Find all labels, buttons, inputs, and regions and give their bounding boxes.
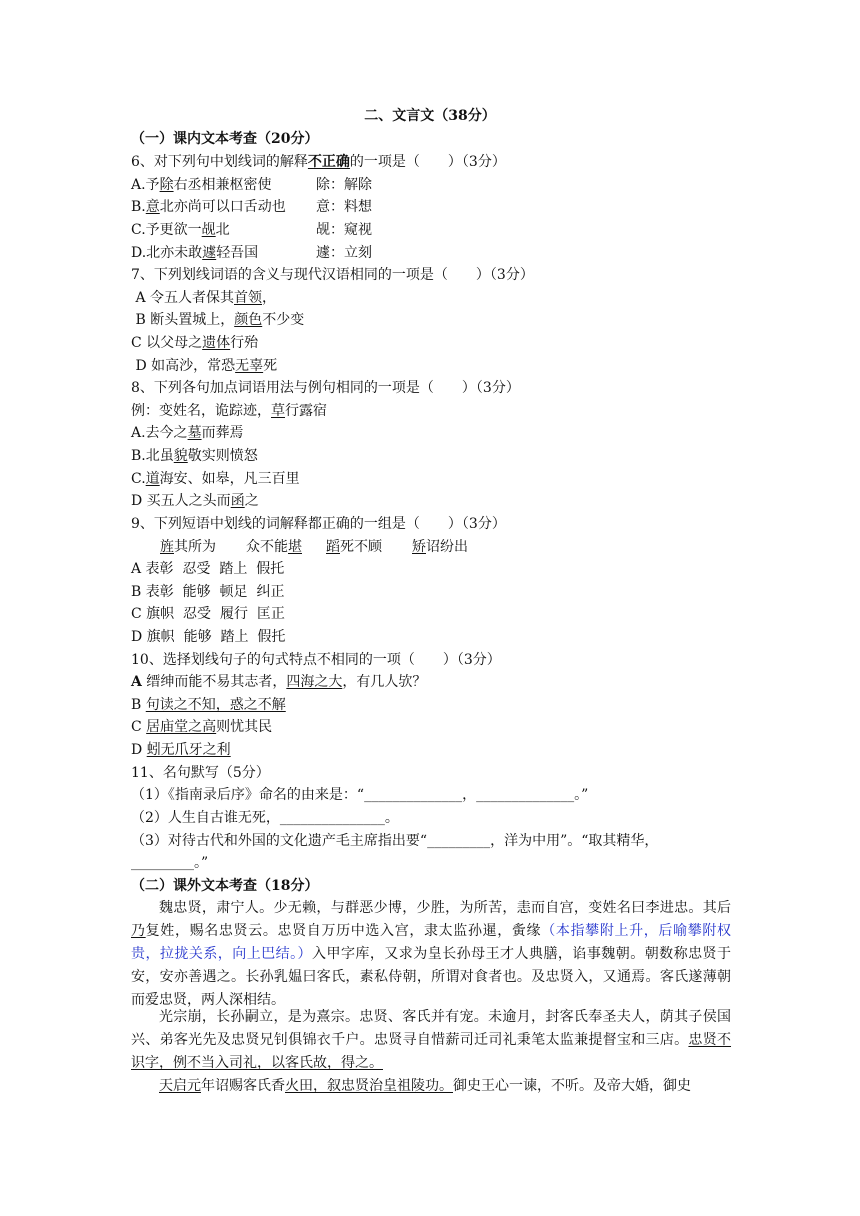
q11-line-1: （1）《指南录后序》命名的由来是：“______________，______________。” — [131, 787, 589, 803]
q6-option-d-explanation: 遽：立刻 — [316, 245, 372, 261]
q6-option-a: A.予除右丞相兼枢密使 — [131, 177, 272, 193]
passage-annotation: （本指攀附上升，后喻攀附权贵，拉拢关系，向上巴结。） — [131, 923, 732, 962]
q7-option-b: B 断头置城上，颜色不少变 — [131, 312, 305, 328]
passage-paragraph-3: 天启元年诏赐客氏香火田，叙忠贤治皇祖陵功。御史王心一谏，不听。及帝大婚，御史 — [159, 1078, 691, 1094]
q10-option-d: D 蚓无爪牙之利 — [131, 742, 231, 758]
q7-option-d: D 如高沙，常恐无辜死 — [131, 358, 278, 374]
q9-stem: 9、下列短语中划线的词解释都正确的一组是（ ）（3分） — [131, 516, 506, 532]
passage-underlined-sentence: 忠贤不识字，例不当入司礼，以客氏故，得之。 — [131, 1032, 732, 1071]
passage-paragraph-2: 光宗崩，长孙嗣立，是为熹宗。忠贤、客氏并有宠。未逾月，封客氏奉圣夫人，荫其子侯国兴、弟客光先及忠贤兄钊俱锦衣千户。忠贤寻自惜薪司迁司礼秉笔太监兼提督宝和三店。忠贤不识字，例不当入司礼，以客氏故，得之。 — [131, 1009, 732, 1071]
q7-option-a: A 令五人者保其首领， — [131, 290, 277, 306]
q8-stem: 8、下列各句加点词语用法与例句相同的一项是（ ）（3分） — [131, 380, 520, 396]
q9-option-b: B 表彰 能够 顿足 纠正 — [131, 584, 285, 600]
q9-option-d: D 旗帜 能够 踏上 假托 — [131, 629, 286, 645]
q9-phrase-3: 蹈死不顾 — [326, 539, 382, 555]
q11-line-2: （2）人生自古谁无死，_______________。 — [131, 810, 399, 826]
q10-stem: 10、选择划线句子的句式特点不相同的一项（ ）（3分） — [131, 652, 501, 668]
q11-stem: 11、名句默写（5分） — [131, 765, 270, 781]
q11-line-4: _________。” — [131, 855, 209, 871]
q9-option-a: A 表彰 忍受 踏上 假托 — [131, 561, 285, 577]
q10-option-b: B 句读之不知，惑之不解 — [131, 697, 286, 713]
part2-heading: （二）课外文本考查（18分） — [131, 878, 319, 894]
q9-phrase-4: 矫诏纷出 — [412, 539, 468, 555]
q6-option-b: B.意北亦尚可以口舌动也 — [131, 199, 286, 215]
q6-option-b-explanation: 意：料想 — [316, 199, 372, 215]
q8-option-a: A.去今之墓而葬焉 — [131, 425, 244, 441]
q6-option-c-explanation: 觇：窥视 — [316, 222, 372, 238]
q9-phrase-1: 旌其所为 — [160, 539, 216, 555]
q7-option-c: C 以父母之遗体行殆 — [131, 335, 259, 351]
q6-option-a-explanation: 除：解除 — [316, 177, 372, 193]
q6-option-c: C.予更欲一觇北 — [131, 222, 230, 238]
q9-phrase-2: 众不能堪 — [246, 539, 302, 555]
q11-line-3: （3）对待古代和外国的文化遗产毛主席指出要“_________，洋为中用”。“取其精华， — [131, 833, 659, 849]
q8-option-d: D 买五人之头而函之 — [131, 493, 259, 509]
q6-stem: 6、对下列句中划线词的解释不正确的一项是（ ）（3分） — [131, 154, 506, 170]
section-title: 二、文言文（38分） — [364, 108, 496, 124]
q6-option-d: D.北亦未敢遽轻吾国 — [131, 245, 259, 261]
q9-option-c: C 旗帜 忍受 履行 匡正 — [131, 606, 285, 622]
q8-option-c: C.道海安、如皋，凡三百里 — [131, 471, 300, 487]
q10-option-c: C 居庙堂之高则忧其民 — [131, 719, 273, 735]
passage-paragraph-1: 魏忠贤，肃宁人。少无赖，与群恶少博，少胜，为所苦，恚而自宫，变姓名曰李进忠。其后乃复姓，赐名忠贤云。忠贤自万历中选入宫，隶太监孙暹，夤缘（本指攀附上升，后喻攀附权贵，拉拢关系，向上巴结。）入甲字库，又求为皇长孙母王才人典膳，谄事魏朝。朝数称忠贤于安，安亦善遇之。长孙乳媪曰客氏，素私侍朝，所谓对食者也。及忠贤入，又通焉。客氏遂薄朝而爱忠贤，两人深相结。 — [131, 900, 732, 1008]
part1-heading: （一）课内文本考查（20分） — [131, 131, 319, 147]
q8-option-b: B.北虽貌敬实则愤怒 — [131, 448, 258, 464]
q10-option-a: A 缙绅而能不易其志者，四海之大，有几人欤？ — [131, 674, 427, 690]
q7-stem: 7、下列划线词语的含义与现代汉语相同的一项是（ ）（3分） — [131, 267, 534, 283]
q8-example: 例：变姓名，诡踪迹，草行露宿 — [131, 403, 327, 419]
